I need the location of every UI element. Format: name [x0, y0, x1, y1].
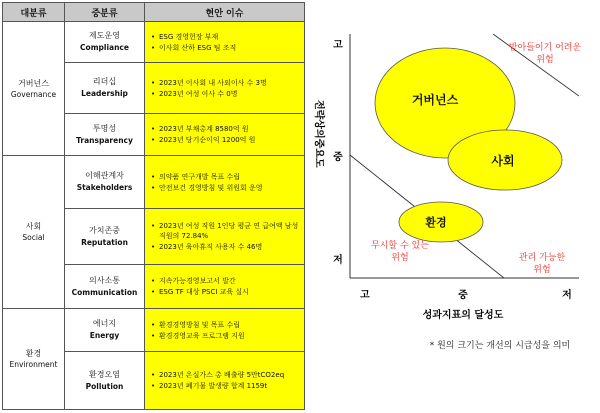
sub-transparency — [65, 113, 145, 155]
esg-issue-table — [2, 2, 305, 410]
category-name-ko: 사회 — [25, 222, 42, 232]
bubble-label-environment: 환경 — [425, 216, 447, 229]
risk-matrix-diagram — [305, 0, 600, 413]
sub-name-en: Compliance — [80, 43, 129, 53]
sub-name-ko: 리더십 — [92, 77, 117, 87]
sub-leadership — [65, 63, 145, 114]
y-tick-mid: 중 — [333, 152, 343, 163]
issue-item: • 환경경영교육 프로그램 지원 — [159, 331, 300, 341]
table-row — [3, 22, 305, 63]
issue-item: • 의약품 연구개발 목표 수립 — [159, 172, 300, 182]
x-axis-title: 성과지표의 달성도 — [422, 310, 504, 321]
category-name-ko: 환경 — [25, 348, 42, 358]
issue-item: • 환경경영방침 및 목표 수립 — [159, 320, 300, 330]
sub-name-ko: 의사소통 — [89, 275, 120, 285]
sub-name-en: Energy — [89, 331, 120, 341]
issue-item: • 2023년 온실가스 총 배출량 5만tCO2eq — [159, 370, 300, 380]
header-issues: 현안 이슈 — [145, 3, 305, 22]
zone-label-ignorable-line1: 무시할 수 있는 — [371, 241, 429, 251]
sub-name-en: Stakeholders — [76, 183, 133, 193]
category-name-en: Environment — [9, 359, 58, 369]
zone-label-manageable-line2: 위험 — [533, 265, 551, 275]
sub-reputation — [65, 208, 145, 265]
category-name-en: Social — [22, 233, 45, 243]
issues-reputation — [145, 208, 305, 265]
issues-transparency — [145, 113, 305, 155]
sub-communication — [65, 265, 145, 308]
zone-label-ignorable-line2: 위험 — [391, 253, 409, 263]
table-header-row — [3, 3, 305, 22]
sub-stakeholders — [65, 156, 145, 209]
sub-name-ko: 가치존중 — [89, 225, 120, 235]
x-tick-high: 고 — [360, 290, 370, 301]
sub-name-ko: 제도운영 — [89, 31, 120, 41]
issue-item: • ESG 경영헌장 부재 — [159, 32, 300, 42]
issue-item: • 2023년 부채총계 8580억 원 — [159, 124, 300, 134]
sub-name-en: Reputation — [81, 237, 128, 247]
header-major-category: 대분류 — [3, 3, 65, 22]
sub-name-en: Leadership — [81, 89, 128, 99]
issue-item: • 2023년 육아휴직 사용자 수 46명 — [159, 242, 300, 252]
zone-label-hard-to-accept-line2: 위험 — [536, 55, 554, 65]
issue-item: • 2023년 당기순이익 1200억 원 — [159, 135, 300, 145]
bubble-label-governance: 거버넌스 — [411, 93, 459, 107]
bubble-label-social: 사회 — [491, 154, 515, 168]
issue-item: • 2023년 여성 직원 1인당 평균 연 급여액 남성 직원의 72.84% — [159, 221, 300, 241]
issue-item: • 지속가능경영보고서 발간 — [159, 276, 300, 286]
y-tick-low: 저 — [333, 255, 343, 266]
y-tick-high: 고 — [333, 40, 343, 51]
issues-stakeholders — [145, 156, 305, 209]
sub-compliance — [65, 22, 145, 63]
issue-item: • 이사회 산하 ESG 팀 조직 — [159, 43, 300, 53]
sub-pollution — [65, 352, 145, 410]
footnote: * 원의 크기는 개선의 시급성을 의미 — [429, 341, 571, 351]
issues-compliance — [145, 22, 305, 63]
header-sub-category: 중분류 — [65, 3, 145, 22]
sub-name-en: Transparency — [76, 135, 133, 145]
category-name-en: Governance — [10, 89, 57, 99]
table-row — [3, 156, 305, 209]
sub-name-en: Communication — [71, 287, 138, 297]
issue-item: • 2023년 이사회 내 사외이사 수 3명 — [159, 78, 300, 88]
category-environment — [3, 308, 65, 409]
issue-item: • 2023년 여성 이사 수 0명 — [159, 89, 300, 99]
y-axis-title: 전략상의중요도 — [313, 100, 324, 168]
sub-name-ko: 환경오염 — [89, 369, 120, 379]
sub-name-ko: 투명성 — [92, 123, 117, 133]
sub-energy — [65, 308, 145, 351]
issues-leadership — [145, 63, 305, 114]
table-row — [3, 308, 305, 351]
issue-item: • ESG TF 대상 PSCI 교육 실시 — [159, 287, 300, 297]
issues-energy — [145, 308, 305, 351]
category-name-ko: 거버넌스 — [18, 78, 49, 88]
sub-name-ko: 이해관계자 — [85, 171, 124, 181]
category-governance — [3, 22, 65, 156]
zone-label-manageable-line1: 관리 가능한 — [518, 253, 566, 263]
zone-label-hard-to-accept-line1: 받아들이기 어려운 — [508, 43, 582, 53]
x-tick-low: 저 — [562, 290, 572, 301]
sub-name-en: Pollution — [85, 381, 124, 391]
x-tick-mid: 중 — [458, 290, 468, 301]
issues-pollution — [145, 352, 305, 410]
sub-name-ko: 에너지 — [92, 319, 117, 329]
issue-item: • 안전보건 경영방침 및 위원회 운영 — [159, 183, 300, 193]
issues-communication — [145, 265, 305, 308]
category-social — [3, 156, 65, 309]
issue-item: • 2023년 폐기물 발생량 합계 1159t — [159, 381, 300, 391]
